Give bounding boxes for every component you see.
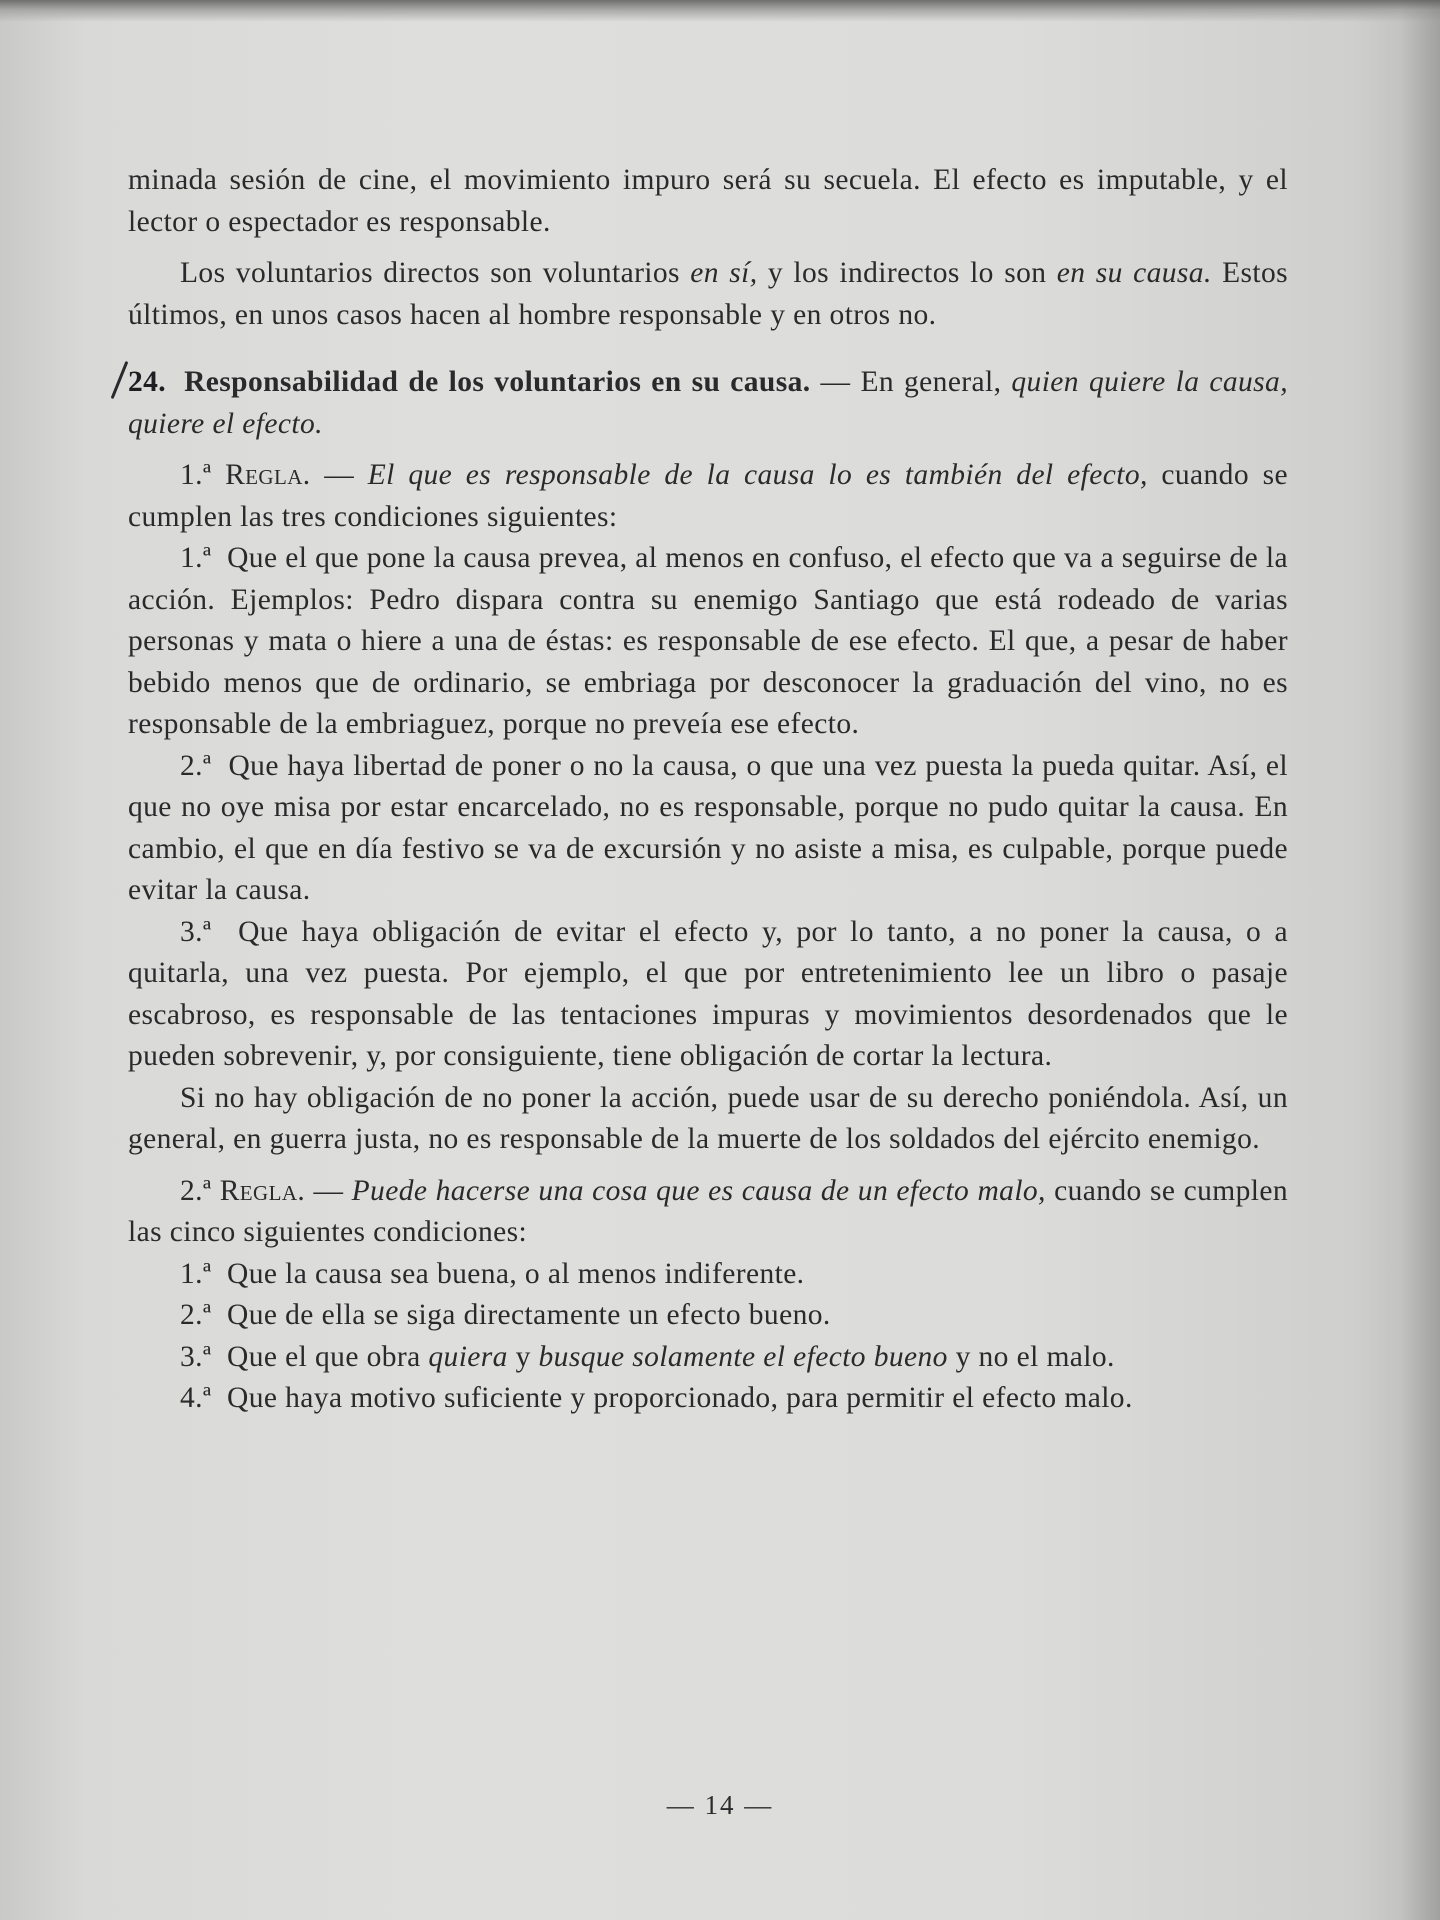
- text-run: — En general,: [810, 366, 1012, 398]
- rule-2: [128, 1171, 1288, 1254]
- italic-run: El que es responsable de la causa lo es también del efecto,: [367, 459, 1148, 491]
- page-number: — 14 —: [666, 1790, 774, 1820]
- page-right-edge: [1400, 0, 1440, 1920]
- rule-2-item-3: [128, 1337, 1288, 1379]
- item-number: 1.ª: [180, 1257, 212, 1290]
- item-number: 3.ª: [180, 915, 212, 948]
- text-run: Los voluntarios directos son voluntarios: [180, 257, 691, 289]
- italic-run: Puede hacerse una cosa que es causa de un efecto malo,: [351, 1174, 1046, 1207]
- text-run: Que el que obra: [227, 1340, 429, 1373]
- rule-2-item-2: [128, 1295, 1288, 1337]
- text-run: Estos últimos, en unos casos hacen al hombre responsable y en otros no.: [128, 257, 1289, 331]
- rule-name: Regla.: [225, 459, 311, 491]
- paragraph-general: Si no hay obligación de no poner la acción, puede usar de su derecho poniéndola. Así, un general, en guerra justa, no es responsable de la muerte de los soldados del ejército enemigo.: [128, 1081, 1288, 1155]
- rule-1-item-2: [128, 746, 1288, 912]
- italic-run: quien quiere la causa, quiere el efecto.: [128, 366, 1288, 440]
- item-text: Que haya libertad de poner o no la causa, o que una vez puesta la pueda quitar. Así, el que no oye misa por estar encarcelado, no es responsable, porque no pudo quitar la causa. En cambio, el que en día festivo se va de excursión y no asiste a misa, es culpable, porque puede evitar la causa.: [128, 749, 1288, 906]
- item-number: 3.ª: [180, 1340, 212, 1373]
- item-text: Que de ella se siga directamente un efecto bueno.: [227, 1299, 831, 1331]
- text-run: —: [310, 459, 368, 491]
- rule-1: [128, 455, 1288, 538]
- section-heading: Responsabilidad de los voluntarios en su causa.: [184, 366, 811, 398]
- item-number: 1.ª: [180, 542, 212, 574]
- item-text: Que haya motivo suficiente y proporcionado, para permitir el efecto malo.: [227, 1382, 1133, 1414]
- italic-run: en sí,: [690, 257, 758, 289]
- item-text: Que el que pone la causa prevea, al menos en confuso, el efecto que va a seguirse de la acción. Ejemplos: Pedro dispara contra su enemigo Santiago que está rodeado de varias personas y mata o hiere a una de éstas: es responsable de ese efecto. El que, a pesar de haber bebido menos que de ordinario, se embriaga por desconocer la graduación del vino, no es responsable de la embriaguez, porque no preveía ese efecto.: [128, 542, 1288, 740]
- rule-label: 1.ª: [180, 459, 226, 491]
- rule-2-item-4: [128, 1378, 1288, 1420]
- item-number: 2.ª: [180, 1299, 212, 1331]
- italic-run: en su causa.: [1056, 257, 1212, 289]
- rule-name: Regla.: [219, 1174, 306, 1207]
- text-run: y: [507, 1340, 539, 1373]
- item-number: 2.ª: [180, 749, 212, 782]
- paragraph-continuation: minada sesión de cine, el movimiento impuro será su secuela. El efecto es imputable, y el lector o espectador es responsable.: [128, 164, 1288, 238]
- rule-1-item-1: [128, 538, 1288, 746]
- section-number: 24.: [128, 362, 166, 404]
- section-24: [128, 362, 1288, 445]
- italic-run: busque solamente el efecto bueno: [538, 1340, 948, 1373]
- text-run: y los indirectos lo son: [757, 257, 1057, 289]
- italic-run: quiera: [428, 1340, 508, 1373]
- paragraph-voluntarios: [128, 253, 1288, 336]
- page-top-shadow: [0, 0, 1440, 22]
- item-text: Que haya obligación de evitar el efecto y, por lo tanto, a no poner la causa, o a quitarla, una vez puesta. Por ejemplo, el que por entretenimiento lee un libro o pasaje escabroso, es responsable de las tentaciones impuras y movimientos desordenados que le pueden sobrevenir, y, por consiguiente, tiene obligación de cortar la lectura.: [128, 915, 1288, 1072]
- text-run: cuando se cumplen las tres condiciones siguientes:: [128, 459, 1288, 533]
- document-page: [128, 160, 1288, 1420]
- item-text: Que la causa sea buena, o al menos indiferente.: [227, 1257, 805, 1290]
- text-run: cuando se cumplen las cinco siguientes condiciones:: [128, 1174, 1288, 1248]
- rule-1-item-3: [128, 912, 1288, 1078]
- rule-label: 2.ª: [180, 1174, 220, 1207]
- rule-2-item-1: [128, 1254, 1288, 1296]
- text-run: y no el malo.: [947, 1340, 1115, 1373]
- text-run: —: [305, 1174, 352, 1207]
- item-number: 4.ª: [180, 1382, 212, 1414]
